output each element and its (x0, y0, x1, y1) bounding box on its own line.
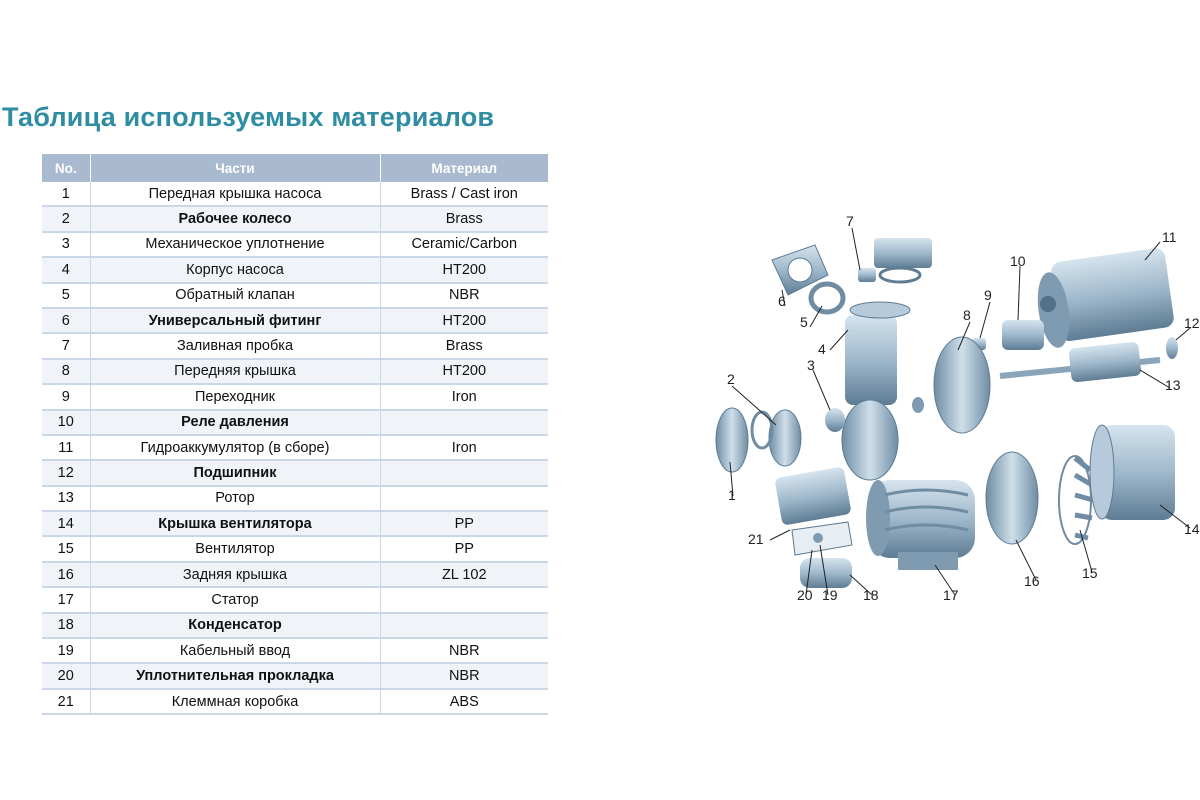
cell-material (380, 587, 548, 612)
cell-part: Клеммная коробка (90, 689, 380, 714)
table-row (42, 410, 548, 435)
cell-part: Статор (90, 587, 380, 612)
cell-no: 12 (42, 460, 90, 485)
table-row (42, 435, 548, 460)
cell-no: 18 (42, 613, 90, 638)
table-row (42, 283, 548, 308)
page-title: Таблица используемых материалов (2, 102, 495, 132)
terminal-box-part (774, 466, 851, 525)
cell-material: Ceramic/Carbon (380, 232, 548, 257)
cell-part: Кабельный ввод (90, 638, 380, 663)
callout-15: 15 (1082, 565, 1098, 581)
cell-material: Brass (380, 206, 548, 231)
front-cover-part (934, 337, 990, 433)
cell-part: Уплотнительная прокладка (90, 663, 380, 688)
cell-no: 17 (42, 587, 90, 612)
callout-14: 14 (1184, 521, 1200, 537)
cell-no: 1 (42, 182, 90, 206)
cell-part: Корпус насоса (90, 257, 380, 282)
callout-6: 6 (778, 293, 786, 309)
callout-8: 8 (963, 307, 971, 323)
impeller-part (752, 410, 801, 466)
table-row (42, 663, 548, 688)
callout-11: 11 (1162, 229, 1177, 245)
cell-part: Передняя крышка (90, 359, 380, 384)
cell-part: Передная крышка насоса (90, 182, 380, 206)
cell-material: Brass (380, 333, 548, 358)
stator-part (866, 480, 975, 570)
cell-no: 13 (42, 486, 90, 511)
cell-material: ZL 102 (380, 562, 548, 587)
callout-9: 9 (984, 287, 992, 303)
cell-no: 6 (42, 308, 90, 333)
table-row (42, 359, 548, 384)
bearing-part (1166, 337, 1178, 359)
table-header-row (42, 154, 548, 182)
cell-part: Крышка вентилятора (90, 511, 380, 536)
cell-part: Рабочее колесо (90, 206, 380, 231)
table-row (42, 333, 548, 358)
callout-20: 20 (797, 587, 813, 603)
table-row (42, 232, 548, 257)
cell-part: Ротор (90, 486, 380, 511)
cell-no: 5 (42, 283, 90, 308)
cell-part: Обратный клапан (90, 283, 380, 308)
cell-no: 8 (42, 359, 90, 384)
callout-17: 17 (943, 587, 959, 603)
fitting-gasket (880, 268, 920, 282)
cell-part: Задняя крышка (90, 562, 380, 587)
cell-part: Заливная пробка (90, 333, 380, 358)
cell-no: 21 (42, 689, 90, 714)
callout-19: 19 (822, 587, 838, 603)
pump-body-part (842, 302, 910, 480)
tank-part (1033, 247, 1175, 350)
cell-part: Вентилятор (90, 536, 380, 561)
table-row (42, 257, 548, 282)
fan-part (1059, 456, 1093, 544)
cell-material: ABS (380, 689, 548, 714)
callout-16: 16 (1024, 573, 1040, 589)
cell-material: NBR (380, 283, 548, 308)
callout-21: 21 (748, 531, 764, 547)
cell-material: Brass / Cast iron (380, 182, 548, 206)
cable-gland-part (813, 533, 823, 543)
table-row (42, 511, 548, 536)
cell-part: Гидроаккумулятор (в сборе) (90, 435, 380, 460)
materials-table (42, 154, 548, 715)
cell-material: HT200 (380, 359, 548, 384)
seal-part (825, 408, 845, 432)
table-row (42, 587, 548, 612)
cell-material: PP (380, 536, 548, 561)
cell-no: 4 (42, 257, 90, 282)
cell-part: Конденсатор (90, 613, 380, 638)
header-material: Материал (380, 154, 548, 182)
cell-part: Механическое уплотнение (90, 232, 380, 257)
table-row (42, 206, 548, 231)
cell-material (380, 410, 548, 435)
cell-material: HT200 (380, 308, 548, 333)
rear-cover-part (986, 452, 1038, 544)
callout-3: 3 (807, 357, 815, 373)
cell-no: 9 (42, 384, 90, 409)
pressure-switch-part (1002, 320, 1044, 350)
cell-no: 15 (42, 536, 90, 561)
cell-no: 3 (42, 232, 90, 257)
table-row (42, 384, 548, 409)
cell-no: 19 (42, 638, 90, 663)
callout-18: 18 (863, 587, 879, 603)
cell-material: Iron (380, 435, 548, 460)
cell-part: Подшипник (90, 460, 380, 485)
table-row (42, 182, 548, 206)
pump-exploded-diagram (700, 200, 1200, 610)
cell-no: 11 (42, 435, 90, 460)
table-row (42, 486, 548, 511)
cell-material: Iron (380, 384, 548, 409)
callout-2: 2 (727, 371, 735, 387)
cell-no: 20 (42, 663, 90, 688)
cell-material: HT200 (380, 257, 548, 282)
callout-5: 5 (800, 314, 808, 330)
header-part: Части (90, 154, 380, 182)
cell-material (380, 613, 548, 638)
cell-no: 14 (42, 511, 90, 536)
cell-no: 7 (42, 333, 90, 358)
table-row (42, 562, 548, 587)
callout-12: 12 (1184, 315, 1200, 331)
pump-front-cover-part (716, 408, 748, 472)
fitting-part (874, 238, 932, 268)
callout-10: 10 (1010, 253, 1026, 269)
cell-part: Универсальный фитинг (90, 308, 380, 333)
cell-material: NBR (380, 663, 548, 688)
table-row (42, 689, 548, 714)
callout-4: 4 (818, 341, 826, 357)
cell-material: NBR (380, 638, 548, 663)
cell-part: Реле давления (90, 410, 380, 435)
cell-no: 16 (42, 562, 90, 587)
table-row (42, 460, 548, 485)
plug-part (858, 268, 876, 282)
table-row (42, 638, 548, 663)
cell-no: 2 (42, 206, 90, 231)
callout-7: 7 (846, 213, 854, 229)
cell-material (380, 486, 548, 511)
table-row (42, 536, 548, 561)
callout-1: 1 (728, 487, 736, 503)
check-valve-part (811, 284, 843, 312)
cell-material: PP (380, 511, 548, 536)
table-row (42, 613, 548, 638)
cell-no: 10 (42, 410, 90, 435)
fan-cover-part (1090, 425, 1175, 520)
callout-13: 13 (1165, 377, 1181, 393)
header-no: No. (42, 154, 90, 182)
table-row (42, 308, 548, 333)
cell-part: Переходник (90, 384, 380, 409)
cell-material (380, 460, 548, 485)
